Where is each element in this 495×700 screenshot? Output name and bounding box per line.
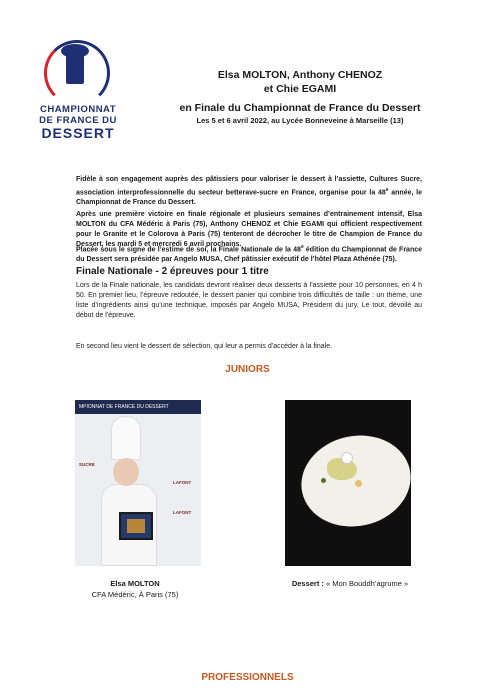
photo-banner: MPIONNAT DE FRANCE DU DESSERT bbox=[75, 400, 201, 414]
logo-text-line1: CHAMPIONNAT bbox=[39, 104, 117, 115]
candidate-caption bbox=[60, 578, 210, 600]
toque bbox=[111, 416, 141, 460]
sponsor-label: SUCRE bbox=[79, 462, 95, 467]
face bbox=[113, 458, 139, 486]
intro-paragraph-2: Après une première victoire en finale régionale et plusieurs semaines d’entrainement intensif, Elsa MOLTON du CFA Médéric à Paris (75), Anthony CHENOZ et Chie EGAMI qui officient respectivement pour le Granite et le Colorova à Paris (75) tenteront de décrocher le titre de Champion de France du Dessert, les mardi 5 et mercredi 6 avril prochains. bbox=[76, 211, 422, 248]
garnish bbox=[321, 478, 326, 483]
garnish bbox=[355, 480, 362, 487]
sponsor-label: LAFONT bbox=[173, 480, 192, 485]
finale-paragraph-1: Lors de la Finale nationale, les candidats devront réaliser deux desserts à l’assiette pour 10 personnes, en 4 h 50. En premier lieu, l’épreuve redoutée, le dessert panier qui combine trois difficultés de taille : un thème, une liste d’ingrédients ainsi qu’une technique, imposés par Angelo MUSA, Président du jury. Le tout, dévoilé au début de l’épreuve. bbox=[76, 282, 422, 319]
finale-section-title: Finale Nationale - 2 épreuves pour 1 titre bbox=[76, 266, 269, 277]
header-finalists: Elsa MOLTON, Anthony CHENOZ bbox=[217, 69, 383, 81]
dessert-caption bbox=[270, 578, 430, 589]
intro-paragraph-3: Placée sous le signe de l’estime de soi, la Finale Nationale de la 48e édition du Championnat de France du Dessert sera présidée par Angelo MUSA, Chef pâtissier exécutif de l’hôtel Plaza Athénée (75). bbox=[76, 244, 423, 264]
candidate-school: CFA Médéric, À Paris (75) bbox=[91, 590, 179, 599]
professionnels-heading: PROFESSIONNELS bbox=[201, 672, 294, 683]
header-event: en Finale du Championnat de France du Dessert bbox=[179, 102, 421, 114]
intro-paragraph-1: Fidèle à son engagement auprès des pâtissiers pour valoriser le dessert à l’assiette, Cultures Sucre, association interprofessionnelle du secteur betterave-sucre en France, organise pour la 48e année, le Championnat de France du Dessert. bbox=[76, 176, 422, 207]
candidate-photo bbox=[75, 400, 201, 566]
header-finalists-2: et Chie EGAMI bbox=[263, 83, 337, 95]
header-date-location: Les 5 et 6 avril 2022, au Lycée Bonneveine à Marseille (13) bbox=[196, 116, 404, 125]
diploma-frame bbox=[119, 512, 153, 540]
logo-text-line2: DE FRANCE DU bbox=[39, 115, 117, 126]
dessert-photo bbox=[285, 400, 411, 566]
finale-paragraph-2: En second lieu vient le dessert de sélection, qui leur a permis d’accéder à la finale. bbox=[76, 343, 333, 350]
plate bbox=[293, 426, 411, 537]
chef-hat-icon bbox=[66, 50, 84, 84]
juniors-heading: JUNIORS bbox=[225, 364, 270, 375]
dessert-label: Dessert : bbox=[291, 579, 324, 588]
logo-text-line3: DESSERT bbox=[41, 125, 115, 141]
dessert-title: « Mon Bouddh’agrume » bbox=[323, 579, 409, 588]
press-release-header bbox=[150, 68, 450, 126]
candidate-name: Elsa MOLTON bbox=[110, 579, 160, 588]
cream-ball bbox=[341, 452, 353, 464]
sponsor-label: LAFONT bbox=[173, 510, 192, 515]
championnat-logo bbox=[36, 40, 120, 144]
